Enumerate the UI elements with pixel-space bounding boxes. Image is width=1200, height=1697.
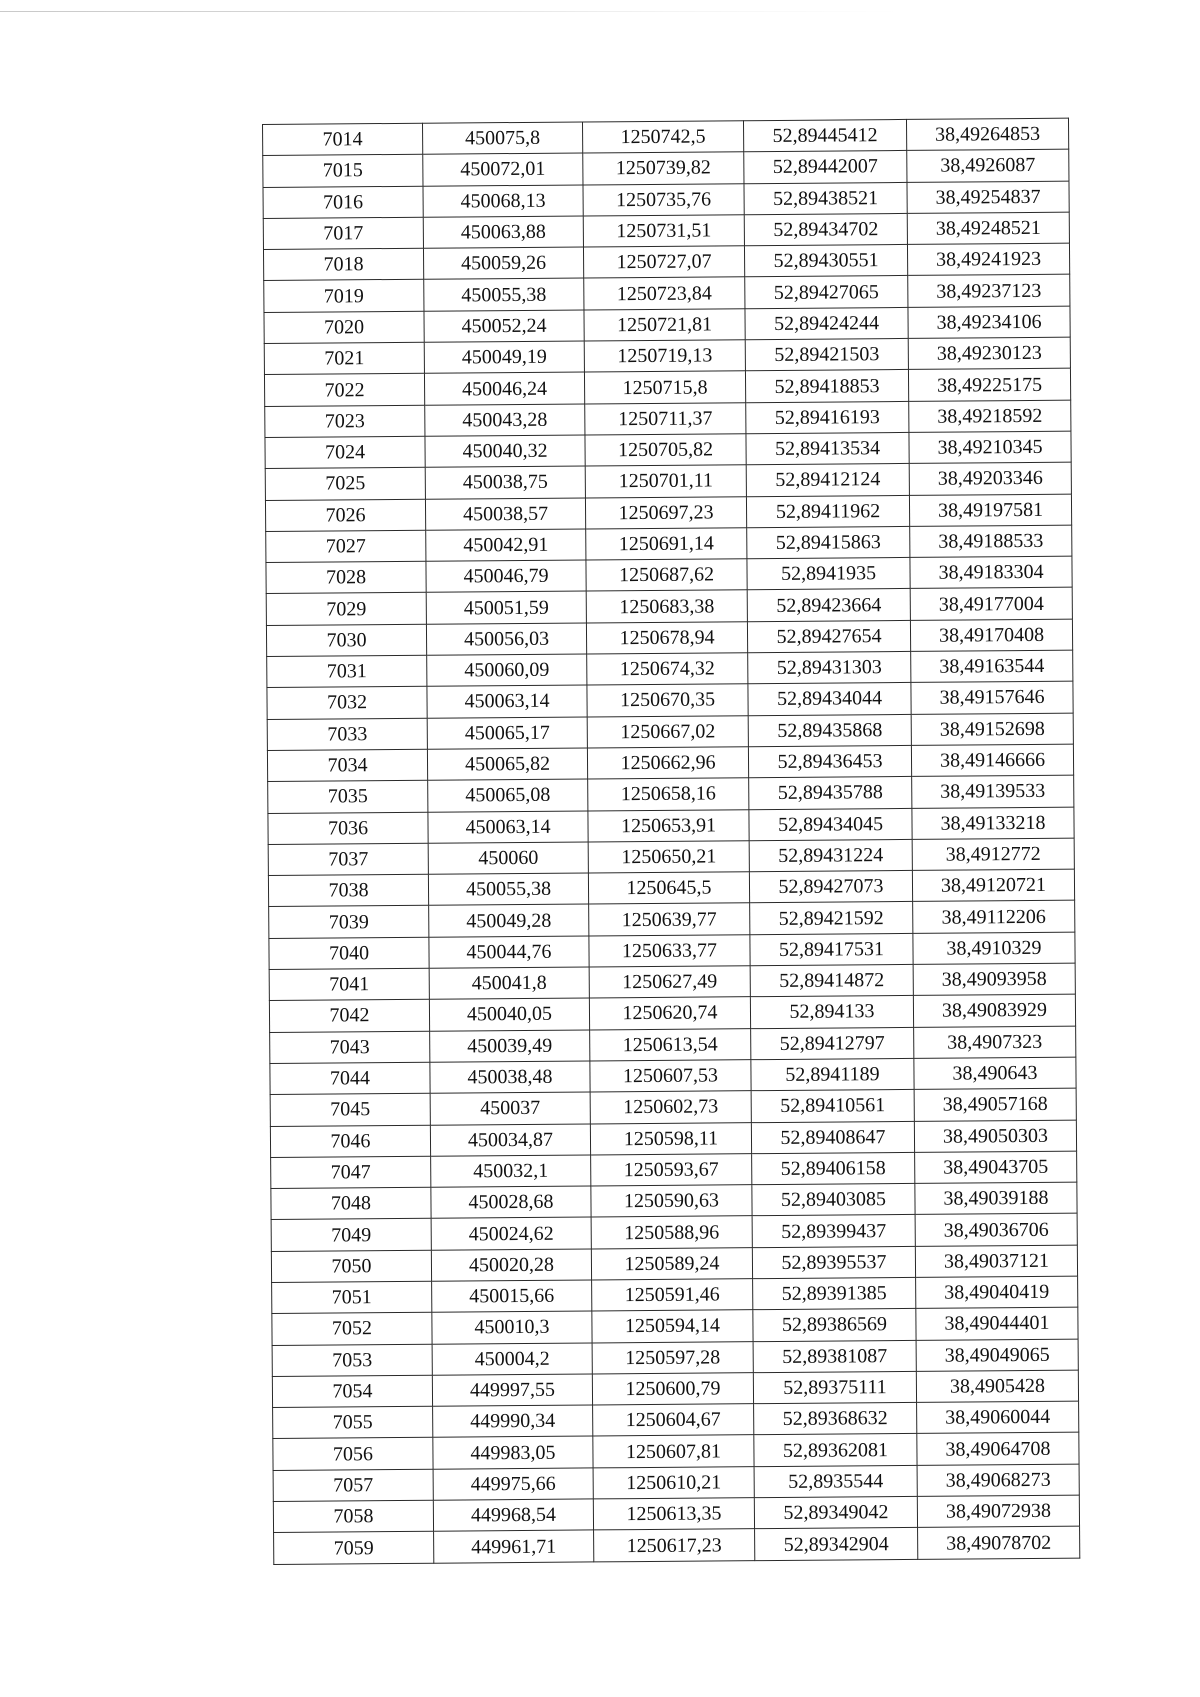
point-number-cell: 7023 [265, 405, 425, 438]
x-coordinate-cell: 450041,8 [429, 967, 589, 1000]
longitude-cell: 38,4912772 [912, 838, 1074, 871]
longitude-cell: 38,49264853 [906, 118, 1068, 151]
point-number-cell: 7055 [273, 1406, 433, 1439]
point-number-cell: 7033 [267, 718, 427, 751]
point-number-cell: 7017 [263, 217, 423, 250]
x-coordinate-cell: 449975,66 [433, 1468, 593, 1501]
x-coordinate-cell: 450020,28 [431, 1249, 591, 1282]
y-coordinate-cell: 1250650,21 [588, 841, 749, 874]
x-coordinate-cell: 450063,14 [427, 685, 587, 718]
point-number-cell: 7021 [264, 342, 424, 375]
latitude-cell: 52,89386569 [753, 1309, 916, 1342]
point-number-cell: 7015 [263, 155, 423, 188]
y-coordinate-cell: 1250607,81 [593, 1435, 754, 1468]
x-coordinate-cell: 449961,71 [434, 1530, 594, 1563]
y-coordinate-cell: 1250670,35 [587, 684, 748, 717]
latitude-cell: 52,8941935 [747, 558, 910, 591]
latitude-cell: 52,89424244 [745, 307, 908, 340]
longitude-cell: 38,49083929 [913, 994, 1075, 1027]
latitude-cell: 52,89431303 [748, 651, 911, 684]
y-coordinate-cell: 1250697,23 [585, 496, 746, 529]
y-coordinate-cell: 1250715,8 [584, 371, 745, 404]
longitude-cell: 38,49230123 [908, 337, 1070, 370]
longitude-cell: 38,49112206 [913, 901, 1075, 934]
point-number-cell: 7051 [272, 1281, 432, 1314]
y-coordinate-cell: 1250627,49 [589, 966, 750, 999]
x-coordinate-cell: 450046,24 [424, 372, 584, 405]
point-number-cell: 7046 [270, 1125, 430, 1158]
x-coordinate-cell: 449990,34 [433, 1405, 593, 1438]
y-coordinate-cell: 1250593,67 [591, 1153, 752, 1186]
point-number-cell: 7025 [265, 467, 425, 500]
latitude-cell: 52,89418853 [745, 370, 908, 403]
y-coordinate-cell: 1250735,76 [583, 183, 744, 216]
longitude-cell: 38,49254837 [907, 181, 1069, 214]
y-coordinate-cell: 1250687,62 [586, 559, 747, 592]
point-number-cell: 7052 [272, 1312, 432, 1345]
x-coordinate-cell: 450038,75 [425, 466, 585, 499]
point-number-cell: 7031 [267, 655, 427, 688]
x-coordinate-cell: 450065,17 [427, 717, 587, 750]
y-coordinate-cell: 1250602,73 [590, 1091, 751, 1124]
point-number-cell: 7034 [267, 749, 427, 782]
latitude-cell: 52,89410561 [751, 1090, 914, 1123]
point-number-cell: 7038 [268, 874, 428, 907]
point-number-cell: 7018 [263, 248, 423, 281]
x-coordinate-cell: 450065,08 [428, 779, 588, 812]
latitude-cell: 52,89408647 [751, 1121, 914, 1154]
x-coordinate-cell: 450060 [428, 842, 588, 875]
y-coordinate-cell: 1250705,82 [585, 434, 746, 467]
point-number-cell: 7036 [268, 812, 428, 845]
latitude-cell: 52,89427654 [747, 620, 910, 653]
point-number-cell: 7049 [271, 1219, 431, 1252]
x-coordinate-cell: 450049,19 [424, 341, 584, 374]
longitude-cell: 38,4905428 [916, 1370, 1078, 1403]
y-coordinate-cell: 1250617,23 [594, 1529, 755, 1562]
point-number-cell: 7026 [265, 499, 425, 532]
latitude-cell: 52,89435868 [748, 714, 911, 747]
point-number-cell: 7050 [271, 1250, 431, 1283]
y-coordinate-cell: 1250667,02 [587, 715, 748, 748]
x-coordinate-cell: 450015,66 [432, 1280, 592, 1313]
latitude-cell: 52,89375111 [753, 1371, 916, 1404]
latitude-cell: 52,89416193 [746, 401, 909, 434]
x-coordinate-cell: 450056,03 [426, 623, 586, 656]
x-coordinate-cell: 450044,76 [429, 936, 589, 969]
longitude-cell: 38,49225175 [908, 369, 1070, 402]
y-coordinate-cell: 1250731,51 [583, 215, 744, 248]
latitude-cell: 52,89438521 [744, 182, 907, 215]
x-coordinate-cell: 450051,59 [426, 591, 586, 624]
x-coordinate-cell: 450046,79 [426, 560, 586, 593]
latitude-cell: 52,89421592 [750, 902, 913, 935]
coordinates-table-body [263, 118, 1080, 1564]
point-number-cell: 7014 [263, 123, 423, 156]
y-coordinate-cell: 1250597,28 [592, 1341, 753, 1374]
latitude-cell: 52,89349042 [754, 1496, 917, 1529]
y-coordinate-cell: 1250653,91 [588, 809, 749, 842]
longitude-cell: 38,49248521 [907, 212, 1069, 245]
y-coordinate-cell: 1250723,84 [584, 277, 745, 310]
latitude-cell: 52,89368632 [754, 1403, 917, 1436]
latitude-cell: 52,89434702 [744, 213, 907, 246]
longitude-cell: 38,49241923 [907, 243, 1069, 276]
y-coordinate-cell: 1250610,21 [593, 1466, 754, 1499]
latitude-cell: 52,89431224 [749, 839, 912, 872]
point-number-cell: 7032 [267, 687, 427, 720]
x-coordinate-cell: 450028,68 [431, 1186, 591, 1219]
longitude-cell: 38,49064708 [917, 1433, 1079, 1466]
point-number-cell: 7057 [273, 1469, 433, 1502]
point-number-cell: 7035 [268, 780, 428, 813]
coordinates-table [262, 118, 1080, 1565]
y-coordinate-cell: 1250589,24 [591, 1247, 752, 1280]
x-coordinate-cell: 450068,13 [423, 185, 583, 218]
latitude-cell: 52,89421503 [745, 339, 908, 372]
point-number-cell: 7040 [269, 937, 429, 970]
y-coordinate-cell: 1250721,81 [584, 308, 745, 341]
y-coordinate-cell: 1250590,63 [591, 1185, 752, 1218]
y-coordinate-cell: 1250588,96 [591, 1216, 752, 1249]
point-number-cell: 7029 [266, 593, 426, 626]
x-coordinate-cell: 450059,26 [423, 247, 583, 280]
x-coordinate-cell: 449997,55 [432, 1374, 592, 1407]
x-coordinate-cell: 450034,87 [430, 1123, 590, 1156]
x-coordinate-cell: 450037 [430, 1092, 590, 1125]
coordinates-table-container [262, 118, 1079, 1565]
point-number-cell: 7039 [269, 906, 429, 939]
latitude-cell: 52,89434044 [748, 683, 911, 716]
latitude-cell: 52,8935544 [754, 1465, 917, 1498]
y-coordinate-cell: 1250662,96 [587, 747, 748, 780]
x-coordinate-cell: 450063,88 [423, 216, 583, 249]
latitude-cell: 52,89434045 [749, 808, 912, 841]
longitude-cell: 38,49068273 [917, 1464, 1079, 1497]
point-number-cell: 7059 [274, 1532, 434, 1565]
y-coordinate-cell: 1250711,37 [585, 402, 746, 435]
latitude-cell: 52,8941189 [751, 1058, 914, 1091]
y-coordinate-cell: 1250674,32 [587, 653, 748, 686]
y-coordinate-cell: 1250678,94 [586, 621, 747, 654]
latitude-cell: 52,89415863 [747, 526, 910, 559]
x-coordinate-cell: 450075,8 [422, 122, 582, 155]
point-number-cell: 7053 [272, 1344, 432, 1377]
y-coordinate-cell: 1250645,5 [588, 872, 749, 905]
longitude-cell: 38,49093958 [913, 963, 1075, 996]
longitude-cell: 38,49044401 [916, 1307, 1078, 1340]
longitude-cell: 38,49039188 [915, 1182, 1077, 1215]
y-coordinate-cell: 1250613,35 [593, 1498, 754, 1531]
latitude-cell: 52,89342904 [755, 1528, 918, 1561]
longitude-cell: 38,49210345 [909, 431, 1071, 464]
latitude-cell: 52,89362081 [754, 1434, 917, 1467]
longitude-cell: 38,490643 [914, 1057, 1076, 1090]
x-coordinate-cell: 450040,32 [425, 435, 585, 468]
point-number-cell: 7037 [268, 843, 428, 876]
y-coordinate-cell: 1250739,82 [583, 152, 744, 185]
x-coordinate-cell: 450063,14 [428, 810, 588, 843]
scan-edge-line [0, 11, 900, 12]
y-coordinate-cell: 1250607,53 [590, 1060, 751, 1093]
longitude-cell: 38,49203346 [909, 462, 1071, 495]
latitude-cell: 52,89445412 [743, 119, 906, 152]
y-coordinate-cell: 1250598,11 [590, 1122, 751, 1155]
y-coordinate-cell: 1250639,77 [589, 903, 750, 936]
latitude-cell: 52,89423664 [747, 589, 910, 622]
longitude-cell: 38,49040419 [916, 1276, 1078, 1309]
point-number-cell: 7024 [265, 436, 425, 469]
x-coordinate-cell: 450038,48 [430, 1061, 590, 1094]
x-coordinate-cell: 450040,05 [429, 998, 589, 1031]
y-coordinate-cell: 1250620,74 [589, 997, 750, 1030]
longitude-cell: 38,4926087 [907, 149, 1069, 182]
y-coordinate-cell: 1250658,16 [588, 778, 749, 811]
table-row [274, 1526, 1080, 1564]
longitude-cell: 38,49234106 [908, 306, 1070, 339]
point-number-cell: 7058 [273, 1500, 433, 1533]
latitude-cell: 52,89406158 [752, 1152, 915, 1185]
longitude-cell: 38,49133218 [912, 807, 1074, 840]
point-number-cell: 7030 [266, 624, 426, 657]
x-coordinate-cell: 450032,1 [431, 1155, 591, 1188]
latitude-cell: 52,89412797 [751, 1027, 914, 1060]
y-coordinate-cell: 1250604,67 [593, 1404, 754, 1437]
longitude-cell: 38,49057168 [914, 1088, 1076, 1121]
longitude-cell: 38,49163544 [911, 650, 1073, 683]
y-coordinate-cell: 1250691,14 [586, 528, 747, 561]
latitude-cell: 52,89381087 [753, 1340, 916, 1373]
longitude-cell: 38,49183304 [910, 556, 1072, 589]
longitude-cell: 38,4907323 [914, 1026, 1076, 1059]
longitude-cell: 38,49060044 [917, 1401, 1079, 1434]
y-coordinate-cell: 1250727,07 [583, 246, 744, 279]
point-number-cell: 7016 [263, 186, 423, 219]
x-coordinate-cell: 450052,24 [424, 310, 584, 343]
latitude-cell: 52,89427065 [745, 276, 908, 309]
x-coordinate-cell: 450065,82 [427, 748, 587, 781]
x-coordinate-cell: 450060,09 [427, 654, 587, 687]
latitude-cell: 52,89391385 [753, 1277, 916, 1310]
longitude-cell: 38,49177004 [910, 588, 1072, 621]
longitude-cell: 38,49139533 [912, 775, 1074, 808]
y-coordinate-cell: 1250600,79 [592, 1373, 753, 1406]
point-number-cell: 7028 [266, 561, 426, 594]
longitude-cell: 38,49049065 [916, 1339, 1078, 1372]
point-number-cell: 7044 [270, 1062, 430, 1095]
longitude-cell: 38,49237123 [908, 275, 1070, 308]
x-coordinate-cell: 450049,28 [429, 904, 589, 937]
latitude-cell: 52,89395537 [752, 1246, 915, 1279]
longitude-cell: 38,49037121 [915, 1245, 1077, 1278]
longitude-cell: 38,4910329 [913, 932, 1075, 965]
y-coordinate-cell: 1250683,38 [586, 590, 747, 623]
x-coordinate-cell: 450038,57 [425, 498, 585, 531]
x-coordinate-cell: 450055,38 [424, 278, 584, 311]
y-coordinate-cell: 1250591,46 [592, 1279, 753, 1312]
latitude-cell: 52,894133 [750, 996, 913, 1029]
longitude-cell: 38,49197581 [909, 494, 1071, 527]
point-number-cell: 7054 [272, 1375, 432, 1408]
latitude-cell: 52,89430551 [744, 245, 907, 278]
point-number-cell: 7020 [264, 311, 424, 344]
latitude-cell: 52,89435788 [749, 777, 912, 810]
latitude-cell: 52,89411962 [746, 495, 909, 528]
point-number-cell: 7048 [271, 1187, 431, 1220]
point-number-cell: 7019 [264, 280, 424, 313]
longitude-cell: 38,49036706 [915, 1214, 1077, 1247]
longitude-cell: 38,49218592 [909, 400, 1071, 433]
point-number-cell: 7022 [264, 374, 424, 407]
y-coordinate-cell: 1250719,13 [584, 340, 745, 373]
y-coordinate-cell: 1250701,11 [585, 465, 746, 498]
y-coordinate-cell: 1250742,5 [582, 121, 743, 154]
longitude-cell: 38,49157646 [911, 681, 1073, 714]
latitude-cell: 52,89436453 [748, 745, 911, 778]
x-coordinate-cell: 450042,91 [426, 529, 586, 562]
x-coordinate-cell: 450055,38 [428, 873, 588, 906]
longitude-cell: 38,49146666 [911, 744, 1073, 777]
latitude-cell: 52,89417531 [750, 933, 913, 966]
point-number-cell: 7041 [269, 968, 429, 1001]
point-number-cell: 7045 [270, 1093, 430, 1126]
point-number-cell: 7042 [269, 1000, 429, 1033]
longitude-cell: 38,49043705 [915, 1151, 1077, 1184]
latitude-cell: 52,89413534 [746, 432, 909, 465]
latitude-cell: 52,89412124 [746, 464, 909, 497]
y-coordinate-cell: 1250613,54 [590, 1028, 751, 1061]
longitude-cell: 38,49170408 [910, 619, 1072, 652]
longitude-cell: 38,49050303 [914, 1120, 1076, 1153]
x-coordinate-cell: 449983,05 [433, 1436, 593, 1469]
longitude-cell: 38,49120721 [912, 869, 1074, 902]
point-number-cell: 7027 [266, 530, 426, 563]
x-coordinate-cell: 450010,3 [432, 1311, 592, 1344]
y-coordinate-cell: 1250633,77 [589, 934, 750, 967]
x-coordinate-cell: 449968,54 [433, 1499, 593, 1532]
x-coordinate-cell: 450024,62 [431, 1217, 591, 1250]
longitude-cell: 38,49078702 [918, 1526, 1080, 1559]
latitude-cell: 52,89399437 [752, 1215, 915, 1248]
x-coordinate-cell: 450072,01 [423, 153, 583, 186]
point-number-cell: 7056 [273, 1438, 433, 1471]
y-coordinate-cell: 1250594,14 [592, 1310, 753, 1343]
x-coordinate-cell: 450043,28 [425, 404, 585, 437]
longitude-cell: 38,49188533 [910, 525, 1072, 558]
point-number-cell: 7043 [270, 1031, 430, 1064]
x-coordinate-cell: 450039,49 [430, 1030, 590, 1063]
point-number-cell: 7047 [271, 1156, 431, 1189]
latitude-cell: 52,89442007 [744, 151, 907, 184]
latitude-cell: 52,89414872 [750, 964, 913, 997]
longitude-cell: 38,49152698 [911, 713, 1073, 746]
x-coordinate-cell: 450004,2 [432, 1343, 592, 1376]
longitude-cell: 38,49072938 [917, 1495, 1079, 1528]
latitude-cell: 52,89427073 [749, 871, 912, 904]
latitude-cell: 52,89403085 [752, 1183, 915, 1216]
